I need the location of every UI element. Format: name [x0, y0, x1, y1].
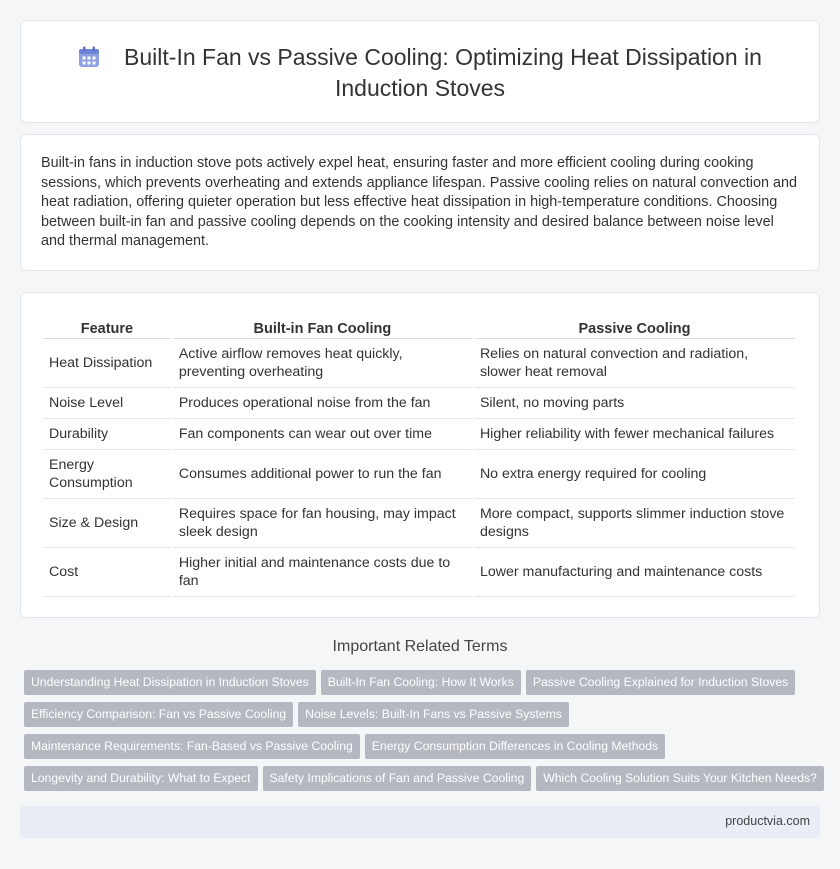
title-card	[20, 20, 820, 123]
header-feature: Feature	[43, 315, 171, 339]
cell-passive: Lower manufacturing and maintenance costs	[474, 548, 795, 597]
table-header-row	[43, 315, 795, 339]
footer-bar	[20, 806, 820, 838]
related-term-tag[interactable]: Built-In Fan Cooling: How It Works	[321, 670, 521, 695]
cell-fan: Active airflow removes heat quickly, preventing overheating	[173, 339, 472, 388]
table-row	[43, 499, 795, 548]
intro-paragraph: Built-in fans in induction stove pots actively expel heat, ensuring faster and more efficient cooling during cooking sessions, which prevents overheating and extends appliance lifespan. Passive cooling relies on natural convection and heat radiation, offering quieter operation but less effective heat dissipation in high-temperature conditions. Choosing between built-in fan and passive cooling depends on the cooking intensity and desired balance between noise level and thermal management.	[41, 155, 797, 250]
page-title-line-2: Induction Stoves	[334, 75, 506, 101]
related-term-tag[interactable]: Longevity and Durability: What to Expect	[24, 766, 258, 791]
cell-feature: Durability	[43, 419, 171, 450]
table-row	[43, 450, 795, 499]
related-term-tag[interactable]: Energy Consumption Differences in Cooling Methods	[365, 734, 665, 759]
cell-fan: Higher initial and maintenance costs due to fan	[173, 548, 472, 597]
header-passive: Passive Cooling	[474, 315, 795, 339]
intro-card	[20, 134, 820, 271]
table-row	[43, 548, 795, 597]
comparison-table	[41, 315, 797, 597]
table-row	[43, 339, 795, 388]
cell-passive: Higher reliability with fewer mechanical failures	[474, 419, 795, 450]
cell-fan: Fan components can wear out over time	[173, 419, 472, 450]
title-row-2	[21, 74, 819, 103]
cell-passive: Silent, no moving parts	[474, 388, 795, 419]
related-term-tag[interactable]: Maintenance Requirements: Fan-Based vs Passive Cooling	[24, 734, 360, 759]
table-row	[43, 419, 795, 450]
cell-fan: Produces operational noise from the fan	[173, 388, 472, 419]
related-terms-list	[24, 670, 824, 798]
comparison-table-card	[20, 292, 820, 618]
cell-fan: Consumes additional power to run the fan	[173, 450, 472, 499]
related-term-tag[interactable]: Efficiency Comparison: Fan vs Passive Cooling	[24, 702, 293, 727]
title-row-1	[21, 43, 819, 72]
related-term-tag[interactable]: Understanding Heat Dissipation in Induction Stoves	[24, 670, 316, 695]
cell-passive: No extra energy required for cooling	[474, 450, 795, 499]
header-built-in-fan: Built-in Fan Cooling	[173, 315, 472, 339]
calendar-grid-icon	[78, 46, 100, 68]
related-term-tag[interactable]: Noise Levels: Built-In Fans vs Passive Systems	[298, 702, 569, 727]
related-terms-heading: Important Related Terms	[332, 638, 508, 655]
table-row	[43, 388, 795, 419]
related-term-tag[interactable]: Which Cooling Solution Suits Your Kitchen Needs?	[536, 766, 824, 791]
footer-site-link[interactable]: productvia.com	[725, 814, 810, 828]
related-term-tag[interactable]: Passive Cooling Explained for Induction Stoves	[526, 670, 795, 695]
cell-feature: Noise Level	[43, 388, 171, 419]
cell-feature: Energy Consumption	[43, 450, 171, 499]
related-term-tag[interactable]: Safety Implications of Fan and Passive Cooling	[263, 766, 532, 791]
cell-fan: Requires space for fan housing, may impact sleek design	[173, 499, 472, 548]
page-title-line-1: Built-In Fan vs Passive Cooling: Optimizing Heat Dissipation in	[124, 44, 762, 70]
cell-passive: More compact, supports slimmer induction stove designs	[474, 499, 795, 548]
cell-passive: Relies on natural convection and radiation, slower heat removal	[474, 339, 795, 388]
cell-feature: Size & Design	[43, 499, 171, 548]
cell-feature: Heat Dissipation	[43, 339, 171, 388]
cell-feature: Cost	[43, 548, 171, 597]
